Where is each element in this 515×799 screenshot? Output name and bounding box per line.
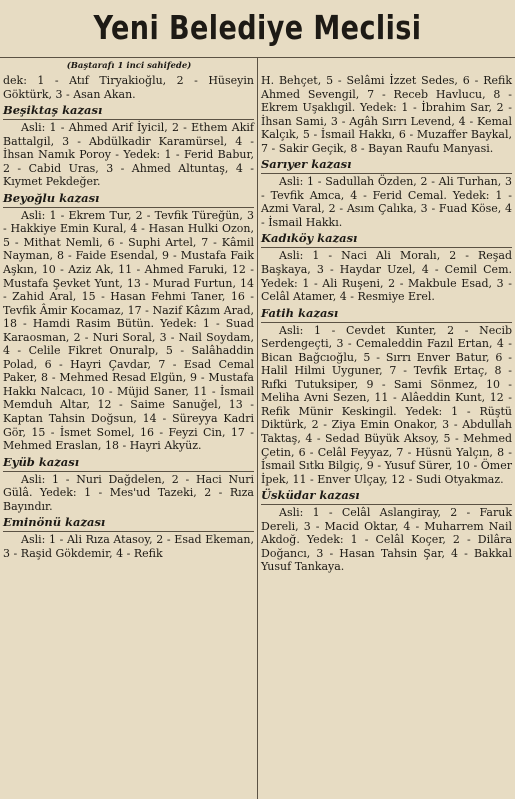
right-column [261, 74, 512, 799]
section-rule [3, 531, 254, 532]
section-rule [3, 207, 254, 208]
continuation-note: (Baştarafı 1 inci sahifede) [66, 61, 192, 71]
section-rule [261, 504, 512, 505]
section-text-besiktas: Asli: 1 - Ahmed Arif İyicil, 2 - Ethem Akif Battalgil, 3 - Abdülkadir Karamürsel, 4 - İhsan Namık Poroy - Yedek: 1 - Ferid Babur, 2 - Cabid Uras, 3 - Ahmed Altuntaş, 4 - Kıymet Pekdeğer. [3, 121, 254, 189]
section-title-uskudar: Üsküdar kazası [261, 488, 360, 503]
section-rule [261, 322, 512, 323]
right-column-intro: H. Behçet, 5 - Selâmi İzzet Sedes, 6 - Refik Ahmed Sevengil, 7 - Receb Havlucu, 8 - Ekrem Uşaklıgil. Yedek: 1 - İbrahim Sar, 2 - İhsan Sami, 3 - Agâh Sırrı Levend, 4 - Kemal Kalçık, 5 - İsmail Hakkı, 6 - Muzaffer Baykal, 7 - Sakir Geçik, 8 - Bayan Raufu Manyasi. [261, 74, 512, 155]
left-column [3, 74, 254, 799]
section-text-kadikoy: Asli: 1 - Naci Ali Moralı, 2 - Reşad Başkaya, 3 - Haydar Uzel, 4 - Cemil Cem. Yedek: 1 - Ali Ruşeni, 2 - Makbule Esad, 3 - Celâl Atamer, 4 - Resmiye Erel. [261, 249, 512, 304]
section-title-eyub: Eyüb kazası [3, 454, 80, 469]
section-rule [3, 471, 254, 472]
section-title-eminonu: Eminönü kazası [3, 515, 106, 530]
section-title-kadikoy: Kadıköy kazası [261, 231, 358, 246]
section-text-eyub: Asli: 1 - Nuri Dağdelen, 2 - Haci Nuri Gülâ. Yedek: 1 - Mes'ud Tazeki, 2 - Rıza Bayındır. [3, 472, 254, 513]
section-text-beyoglu: Asli: 1 - Ekrem Tur, 2 - Tevfik Türeğün, 3 - Hakkiye Emin Kural, 4 - Hasan Hulki Ozon, 5 - Mithat Nemli, 6 - Suphi Artel, 7 - Kâmil Nayman, 8 - Faide Esendal, 9 - Mustafa Faik Aşkın, 10 - Aziz Ak, 11 - Ahmed Faruki, 12 - Mustafa Şevket Yunt, 13 - Murad Furtun, 14 - Zahid Aral, 15 - Hasan Fehmi Taner, 16 - Tevfik Âmir Kocamaz, 17 - Nazif Kâzım Arad, 18 - Hamdi Rasim Bütün. Yedek: 1 - Suad Karaosman, 2 - Nuri Soral, 3 - Nail Soydam, 4 - Celile Fikret Onuralp, 5 - Salâhaddin Polad, 6 - Hayri Çavdar, 7 - Esad Cemal Paker, 8 - Mehmed Resad Elgün, 9 - Mustafa Hakkı Nalcacı, 10 - Müjid Saner, 11 - İsmail Memduh Altar, 12 - Saime Sanuğel, 13 - Kaptan Tahsin Doğsun, 14 - Süreyya Kadri Gör, 15 - İsmet Somel, 16 - Feyzi Cin, 17 - Mehmed Eraslan, 18 - Hayri Akyüz. [3, 208, 254, 453]
column-divider [257, 58, 258, 799]
section-title-sariyer: Sarıyer kazası [261, 157, 352, 172]
section-title-besiktas: Beşiktaş kazası [3, 103, 103, 118]
section-title-fatih: Fatih kazası [261, 305, 339, 320]
section-text-uskudar: Asli: 1 - Celâl Aslangiray, 2 - Faruk Dereli, 3 - Macid Oktar, 4 - Muharrem Nail Akdoğ. Yedek: 1 - Celâl Koçer, 2 - Dilâra Doğancı, 3 - Hasan Tahsin Şar, 4 - Bakkal Yusuf Tankaya. [261, 506, 512, 574]
section-rule [3, 119, 254, 120]
left-column-intro: dek: 1 - Atıf Tiryakioğlu, 2 - Hüseyin Göktürk, 3 - Asan Akan. [3, 74, 254, 101]
section-text-fatih: Asli: 1 - Cevdet Kunter, 2 - Necib Serdengeçti, 3 - Cemaleddin Fazıl Ertan, 4 - Bican Bağcıoğlu, 5 - Sırrı Enver Batur, 6 - Halil Hilmi Uyguner, 7 - Tevfik Ertaç, 8 - Rıfki Tutuksiper, 9 - Sami Sönmez, 10 - Meliha Avni Sezen, 11 - Alâeddin Kunt, 12 - Refik Münir Keskingil. Yedek: 1 - Rüştü Diktürk, 2 - Ziya Emin Onakor, 3 - Abdullah Taktaş, 4 - Sedad Büyük Aksoy, 5 - Mehmed Çetin, 6 - Celâl Feyyaz, 7 - Hüsnü Yalçın, 8 - İsmail Sıtkı Bilgiç, 9 - Yusuf Sürer, 10 - Ömer İpek, 11 - Enver Ulçay, 12 - Sudi Otyakmaz. [261, 323, 512, 486]
section-text-sariyer: Asli: 1 - Sadullah Özden, 2 - Ali Turhan, 3 - Tevfik Amca, 4 - Ferid Cemal. Yedek: 1 - Azmi Varal, 2 - Asım Çalıka, 3 - Fuad Köse, 4 - İsmail Hakkı. [261, 175, 512, 229]
headline: Yeni Belediye Meclisi [93, 8, 422, 47]
section-text-eminonu: Asli: 1 - Ali Rıza Atasoy, 2 - Esad Ekeman, 3 - Raşid Gökdemir, 4 - Refik [3, 533, 254, 560]
section-rule [261, 247, 512, 248]
section-title-beyoglu: Beyoğlu kazası [3, 190, 100, 205]
